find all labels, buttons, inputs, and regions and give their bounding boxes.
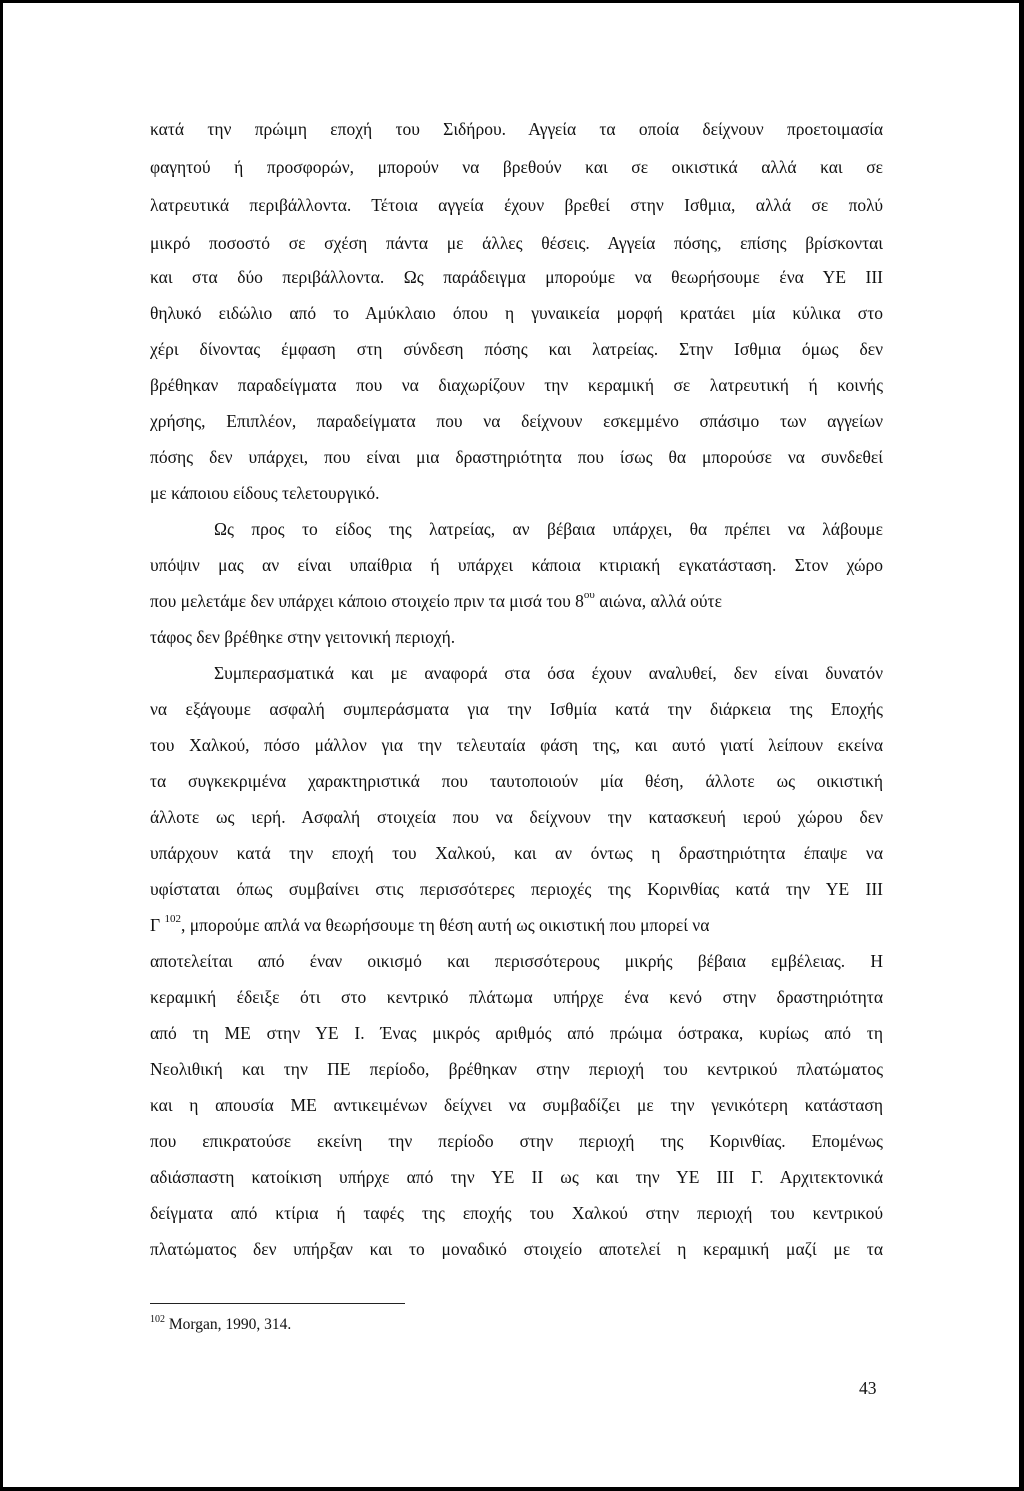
text-segment: Γ bbox=[150, 915, 165, 935]
text-line: λατρευτικά περιβάλλοντα. Τέτοια αγγεία έχουν βρεθεί στην Ισθμια, αλλά σε πολύ bbox=[150, 195, 883, 215]
text-line: να εξάγουμε ασφαλή συμπεράσματα για την Ισθμία κατά την διάρκεια της Εποχής bbox=[150, 699, 883, 719]
text-line-with-superscript bbox=[150, 589, 883, 613]
paragraph-start-line: Ως προς το είδος της λατρείας, αν βέβαια υπάρχει, θα πρέπει να λάβουμε bbox=[214, 519, 883, 539]
text-line: και η απουσία ΜΕ αντικειμένων δείχνει να συμβαδίζει με την γενικότερη κατάσταση bbox=[150, 1095, 883, 1115]
text-line-with-footnote-ref bbox=[150, 913, 883, 937]
text-line: από τη ΜΕ στην ΥΕ Ι. Ένας μικρός αριθμός από πρώιμα όστρακα, κυρίως από τη bbox=[150, 1023, 883, 1043]
text-line: τάφος δεν βρέθηκε στην γειτονική περιοχή. bbox=[150, 627, 456, 647]
text-line: Νεολιθική και την ΠΕ περίοδο, βρέθηκαν στην περιοχή του κεντρικού πλατώματος bbox=[150, 1059, 883, 1079]
text-line: πλατώματος δεν υπήρξαν και το μοναδικό στοιχείο αποτελεί η κεραμική μαζί με τα bbox=[150, 1239, 883, 1259]
text-segment: που μελετάμε δεν υπάρχει κάποιο στοιχείο πριν τα μισά του 8 bbox=[150, 591, 584, 611]
text-line: υπάρχουν κατά την εποχή του Χαλκού, και αν όντως η δραστηριότητα έπαψε να bbox=[150, 843, 883, 863]
text-line: του Χαλκού, πόσο μάλλον για την τελευταία φάση της, και αυτό γιατί λείπουν εκείνα bbox=[150, 735, 883, 755]
footnote-number: 102 bbox=[150, 1314, 165, 1325]
text-line: αποτελείται από έναν οικισμό και περισσότερους μικρής βέβαια εμβέλειας. Η bbox=[150, 951, 883, 971]
text-line: θηλυκό ειδώλιο από το Αμύκλαιο όπου η γυναικεία μορφή κρατάει μία κύλικα στο bbox=[150, 303, 883, 323]
text-line: και στα δύο περιβάλλοντα. Ως παράδειγμα μπορούμε να θεωρήσουμε ένα ΥΕ ΙΙΙ bbox=[150, 267, 883, 287]
text-line: αδιάσπαστη κατοίκιση υπήρχε από την ΥΕ ΙΙ ως και την ΥΕ ΙΙΙ Γ. Αρχιτεκτονικά bbox=[150, 1167, 883, 1187]
text-segment: , μπορούμε απλά να θεωρήσουμε τη θέση αυτή ως οικιστική που μπορεί να bbox=[181, 915, 710, 935]
text-line: φαγητού ή προσφορών, μπορούν να βρεθούν και σε οικιστικά αλλά και σε bbox=[150, 157, 883, 177]
text-line: άλλοτε ως ιερή. Ασφαλή στοιχεία που να δείχνουν την κατασκευή ιερού χώρου δεν bbox=[150, 807, 883, 827]
footnote-separator bbox=[150, 1303, 405, 1304]
text-line: χρήσης, Επιπλέον, παραδείγματα που να δείχνουν εσκεμμένο σπάσιμο των αγγείων bbox=[150, 411, 883, 431]
superscript: ου bbox=[583, 589, 595, 601]
text-line: με κάποιου είδους τελετουργικό. bbox=[150, 483, 380, 503]
text-line: δείγματα από κτίρια ή ταφές της εποχής του Χαλκού στην περιοχή του κεντρικού bbox=[150, 1203, 883, 1223]
text-line: υπόψιν μας αν είναι υπαίθρια ή υπάρχει κάποια κτιριακή εγκατάσταση. Στον χώρο bbox=[150, 555, 883, 575]
document-page bbox=[3, 3, 1019, 1487]
page-number: 43 bbox=[859, 1378, 877, 1398]
text-line: χέρι δίνοντας έμφαση στη σύνδεση πόσης και λατρείας. Στην Ισθμια όμως δεν bbox=[150, 339, 883, 359]
text-line: κατά την πρώιμη εποχή του Σιδήρου. Αγγεία τα οποία δείχνουν προετοιμασία bbox=[150, 119, 883, 139]
text-line: υφίσταται όπως συμβαίνει στις περισσότερες περιοχές της Κορινθίας κατά την ΥΕ ΙΙΙ bbox=[150, 879, 883, 899]
text-line: πόσης δεν υπάρχει, που είναι μια δραστηριότητα που ίσως θα μπορούσε να συνδεθεί bbox=[150, 447, 883, 467]
text-line: κεραμική έδειξε ότι στο κεντρικό πλάτωμα υπήρχε ένα κενό στην δραστηριότητα bbox=[150, 987, 883, 1007]
footnote-text: Morgan, 1990, 314. bbox=[165, 1316, 292, 1333]
footnote bbox=[150, 1316, 291, 1334]
text-line: βρέθηκαν παραδείγματα που να διαχωρίζουν την κεραμική σε λατρευτική ή κοινής bbox=[150, 375, 883, 395]
text-line: μικρό ποσοστό σε σχέση πάντα με άλλες θέσεις. Αγγεία πόσης, επίσης βρίσκονται bbox=[150, 233, 883, 253]
footnote-reference: 102 bbox=[164, 913, 181, 925]
text-segment: αιώνα, αλλά ούτε bbox=[594, 591, 722, 611]
paragraph-start-line: Συμπερασματικά και με αναφορά στα όσα έχουν αναλυθεί, δεν είναι δυνατόν bbox=[214, 663, 883, 683]
text-line: που επικρατούσε εκείνη την περίοδο στην περιοχή της Κορινθίας. Επομένως bbox=[150, 1131, 883, 1151]
text-line: τα συγκεκριμένα χαρακτηριστικά που ταυτοποιούν μία θέση, άλλοτε ως οικιστική bbox=[150, 771, 883, 791]
